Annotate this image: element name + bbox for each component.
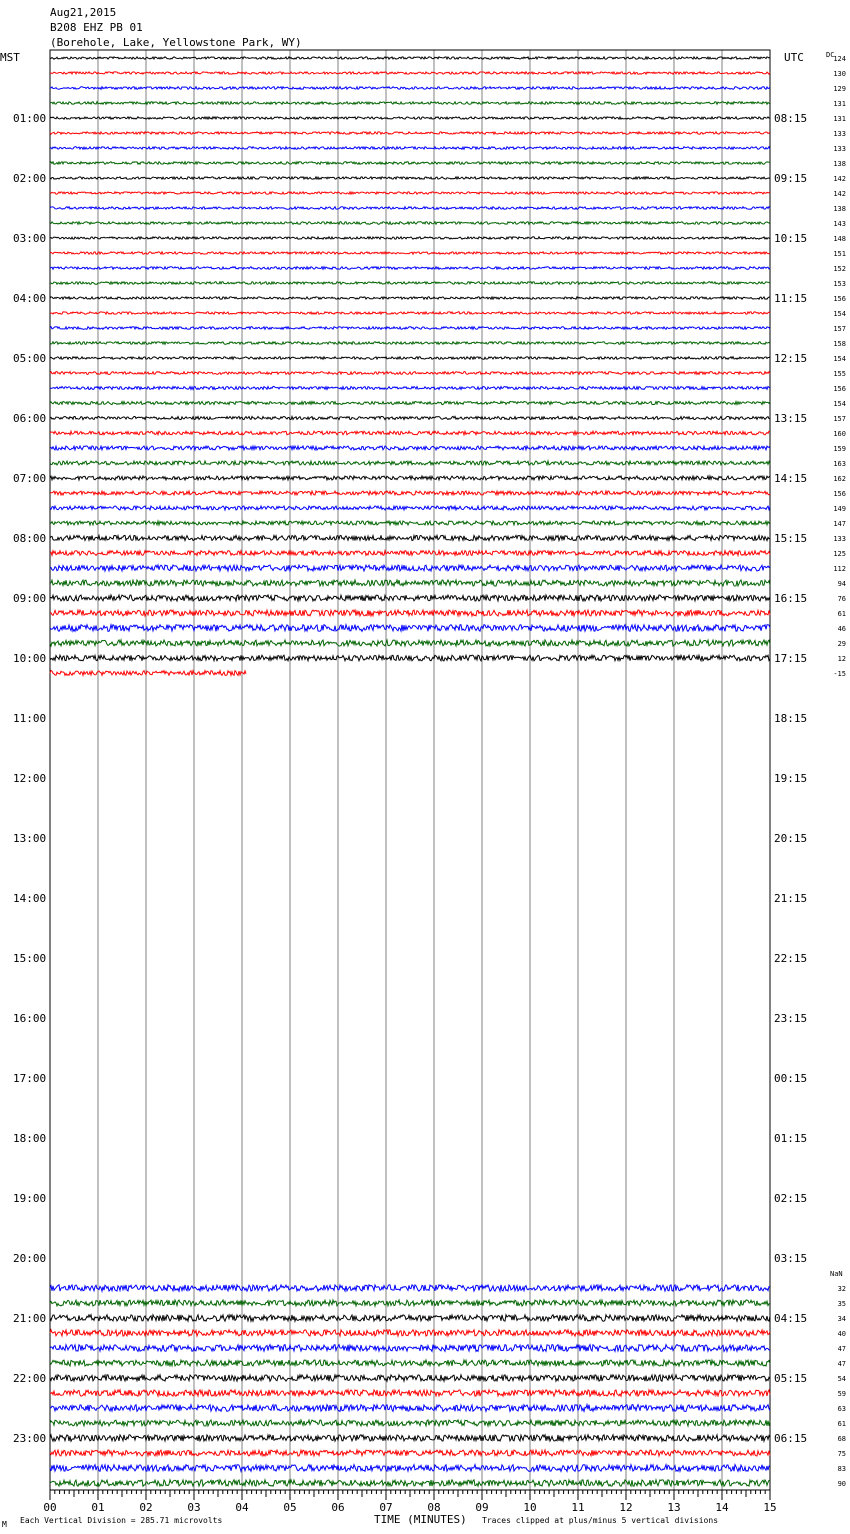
dc-offset-label: 124 <box>833 55 846 63</box>
right-hour-label: 09:15 <box>774 172 808 185</box>
x-tick-label: 10 <box>523 1501 537 1514</box>
right-hour-label: 19:15 <box>774 772 808 785</box>
trace-33 <box>50 551 770 556</box>
late-trace-0 <box>50 1285 770 1291</box>
dc-offset-label: 156 <box>833 385 846 393</box>
dc-offset-label: 61 <box>837 610 846 618</box>
left-hour-label: 20:00 <box>13 1252 47 1265</box>
left-hour-label: 23:00 <box>13 1432 47 1445</box>
x-tick-label: 03 <box>187 1501 201 1514</box>
late-trace-2 <box>50 1315 770 1321</box>
right-hour-label: 08:15 <box>774 112 808 125</box>
left-hour-label: 10:00 <box>13 652 47 665</box>
dc-offset-label: 133 <box>833 145 846 153</box>
x-tick-label: 00 <box>43 1501 57 1514</box>
dc-offset-label: 143 <box>833 220 846 228</box>
x-tick-label: 13 <box>667 1501 681 1514</box>
trace-7 <box>50 162 770 165</box>
dc-offset-label: 153 <box>833 280 846 288</box>
right-hour-label: 13:15 <box>774 412 808 425</box>
nan-offset-label: 34 <box>837 1315 846 1323</box>
trace-40 <box>50 655 770 661</box>
dc-offset-label: 125 <box>833 550 846 558</box>
left-hour-label: 01:00 <box>13 112 47 125</box>
left-hour-label: 14:00 <box>13 892 47 905</box>
dc-offset-label: 151 <box>833 250 846 258</box>
left-hour-label: 21:00 <box>13 1312 47 1325</box>
trace-1 <box>50 72 770 74</box>
trace-3 <box>50 102 770 105</box>
right-hour-label: 14:15 <box>774 472 808 485</box>
nan-offset-label: 35 <box>837 1300 846 1308</box>
trace-25 <box>50 431 770 435</box>
left-hour-label: 18:00 <box>13 1132 47 1145</box>
x-tick-label: 11 <box>571 1501 585 1514</box>
right-hour-label: 23:15 <box>774 1012 808 1025</box>
nan-offset-label: 63 <box>837 1405 846 1413</box>
late-trace-13 <box>50 1480 770 1486</box>
left-hour-label: 15:00 <box>13 952 47 965</box>
trace-group <box>50 57 770 1486</box>
nan-offset-label: 59 <box>837 1390 846 1398</box>
dc-offset-label: 149 <box>833 505 846 513</box>
right-hour-label: 15:15 <box>774 532 808 545</box>
trace-8 <box>50 177 770 179</box>
late-trace-1 <box>50 1300 770 1306</box>
dc-offset-label: 152 <box>833 265 846 273</box>
dc-offset-label: 160 <box>833 430 846 438</box>
nan-offset-label: 68 <box>837 1435 846 1443</box>
x-axis <box>43 1490 776 1514</box>
late-trace-12 <box>50 1465 770 1472</box>
right-hour-label: 00:15 <box>774 1072 808 1085</box>
x-tick-label: 01 <box>91 1501 105 1514</box>
late-trace-4 <box>50 1345 770 1352</box>
dc-offset-label: 129 <box>833 85 846 93</box>
footer-mark: M <box>2 1520 7 1529</box>
trace-27 <box>50 461 770 465</box>
left-hour-label: 08:00 <box>13 532 47 545</box>
dc-offset-label: 154 <box>833 310 846 318</box>
trace-34 <box>50 565 770 571</box>
dc-offset-label: 158 <box>833 340 846 348</box>
left-timezone-label: MST <box>0 51 20 64</box>
nan-offset-label: 75 <box>837 1450 846 1458</box>
trace-11 <box>50 222 770 225</box>
dc-offset-label: 157 <box>833 415 846 423</box>
trace-9 <box>50 192 770 194</box>
x-tick-label: 14 <box>715 1501 729 1514</box>
dc-offset-label: 148 <box>833 235 846 243</box>
trace-19 <box>50 342 770 345</box>
right-hour-label: 11:15 <box>774 292 808 305</box>
trace-38 <box>50 625 770 632</box>
trace-0 <box>50 57 770 59</box>
right-hour-label: 16:15 <box>774 592 808 605</box>
dc-offset-label: 29 <box>837 640 846 648</box>
trace-5 <box>50 132 770 134</box>
dc-offset-label: 46 <box>837 625 846 633</box>
trace-4 <box>50 117 770 119</box>
x-tick-label: 02 <box>139 1501 153 1514</box>
header-location: (Borehole, Lake, Yellowstone Park, WY) <box>50 36 302 49</box>
dc-offset-label: 157 <box>833 325 846 333</box>
dc-offset-label: 156 <box>833 295 846 303</box>
trace-18 <box>50 327 770 330</box>
trace-24 <box>50 416 770 419</box>
nan-offset-label: 40 <box>837 1330 846 1338</box>
right-hour-label: 22:15 <box>774 952 808 965</box>
nan-offset-label: 54 <box>837 1375 846 1383</box>
dc-offset-label: 130 <box>833 70 846 78</box>
right-hour-label: 01:15 <box>774 1132 808 1145</box>
left-hour-label: 19:00 <box>13 1192 47 1205</box>
dc-offset-label: 131 <box>833 100 846 108</box>
trace-23 <box>50 401 770 404</box>
dc-offset-label: 138 <box>833 205 846 213</box>
trace-26 <box>50 446 770 450</box>
late-trace-9 <box>50 1420 770 1426</box>
x-tick-label: 12 <box>619 1501 633 1514</box>
trace-13 <box>50 252 770 254</box>
trace-22 <box>50 387 770 390</box>
left-hour-label: 07:00 <box>13 472 47 485</box>
dc-offset-label: 159 <box>833 445 846 453</box>
left-hour-label: 11:00 <box>13 712 47 725</box>
nan-offset-label: 47 <box>837 1345 846 1353</box>
header-station: B208 EHZ PB 01 <box>50 21 143 34</box>
dc-offset-label: 131 <box>833 115 846 123</box>
trace-28 <box>50 476 770 480</box>
right-hour-label: 12:15 <box>774 352 808 365</box>
minute-grid <box>98 50 722 1490</box>
x-tick-label: 04 <box>235 1501 249 1514</box>
nan-offset-label: 47 <box>837 1360 846 1368</box>
left-hour-label: 12:00 <box>13 772 47 785</box>
nan-offset-label: 61 <box>837 1420 846 1428</box>
late-trace-10 <box>50 1435 770 1441</box>
x-axis-title: TIME (MINUTES) <box>374 1513 467 1526</box>
clip-note: Traces clipped at plus/minus 5 vertical divisions <box>482 1516 719 1525</box>
late-trace-11 <box>50 1450 770 1456</box>
dc-offset-label: 142 <box>833 190 846 198</box>
dc-offset-label: 162 <box>833 475 846 483</box>
left-hour-label: 03:00 <box>13 232 47 245</box>
nan-label: NaN <box>830 1270 843 1278</box>
dc-offset-label: 133 <box>833 130 846 138</box>
dc-offset-label: 154 <box>833 400 846 408</box>
left-hour-label: 16:00 <box>13 1012 47 1025</box>
left-hour-label: 02:00 <box>13 172 47 185</box>
trace-32 <box>50 535 770 540</box>
trace-39 <box>50 640 770 646</box>
late-trace-5 <box>50 1360 770 1366</box>
nan-offset-label: 90 <box>837 1480 846 1488</box>
trace-17 <box>50 312 770 314</box>
dc-offset-label: 94 <box>837 580 846 588</box>
trace-29 <box>50 491 770 495</box>
nan-offset-label: 83 <box>837 1465 846 1473</box>
right-hour-label: 04:15 <box>774 1312 808 1325</box>
dc-offset-label: 112 <box>833 565 846 573</box>
plot-frame <box>50 50 770 1490</box>
dc-offset-label: -15 <box>833 670 846 678</box>
left-hour-label: 09:00 <box>13 592 47 605</box>
x-tick-label: 15 <box>763 1501 777 1514</box>
nan-offset-label: 32 <box>837 1285 846 1293</box>
right-hour-label: 21:15 <box>774 892 808 905</box>
right-hour-label: 18:15 <box>774 712 808 725</box>
trace-2 <box>50 87 770 90</box>
trace-12 <box>50 237 770 239</box>
trace-21 <box>50 372 770 375</box>
left-hour-labels <box>13 112 46 1445</box>
trace-41 <box>50 671 246 676</box>
right-hour-label: 03:15 <box>774 1252 808 1265</box>
x-tick-label: 08 <box>427 1501 441 1514</box>
late-trace-7 <box>50 1390 770 1396</box>
trace-20 <box>50 357 770 360</box>
x-tick-label: 06 <box>331 1501 345 1514</box>
dc-label: DC <box>826 51 835 59</box>
right-timezone-label: UTC <box>784 51 804 64</box>
late-trace-6 <box>50 1375 770 1381</box>
left-hour-label: 05:00 <box>13 352 47 365</box>
left-hour-label: 06:00 <box>13 412 47 425</box>
dc-offset-label: 138 <box>833 160 846 168</box>
x-tick-label: 07 <box>379 1501 393 1514</box>
right-hour-label: 06:15 <box>774 1432 808 1445</box>
late-trace-3 <box>50 1330 770 1336</box>
dc-offset-label: 163 <box>833 460 846 468</box>
dc-offset-label: 12 <box>837 655 846 663</box>
trace-14 <box>50 267 770 270</box>
trace-6 <box>50 147 770 150</box>
header-date: Aug21,2015 <box>50 6 117 19</box>
dc-offset-label: 76 <box>837 595 846 603</box>
dc-offset-label: 155 <box>833 370 846 378</box>
right-hour-labels <box>774 112 807 1445</box>
right-hour-label: 02:15 <box>774 1192 808 1205</box>
right-hour-label: 20:15 <box>774 832 808 845</box>
left-hour-label: 13:00 <box>13 832 47 845</box>
trace-16 <box>50 297 770 299</box>
dc-offset-label: 154 <box>833 355 846 363</box>
right-hour-label: 05:15 <box>774 1372 808 1385</box>
left-hour-label: 17:00 <box>13 1072 47 1085</box>
trace-35 <box>50 580 770 586</box>
right-hour-label: 17:15 <box>774 652 808 665</box>
x-tick-label: 05 <box>283 1501 297 1514</box>
dc-offset-label: 156 <box>833 490 846 498</box>
trace-37 <box>50 610 770 616</box>
left-hour-label: 04:00 <box>13 292 47 305</box>
trace-36 <box>50 595 770 601</box>
trace-15 <box>50 282 770 285</box>
right-hour-label: 10:15 <box>774 232 808 245</box>
dc-offset-label: 133 <box>833 535 846 543</box>
x-tick-label: 09 <box>475 1501 489 1514</box>
late-trace-8 <box>50 1405 770 1412</box>
trace-31 <box>50 521 770 525</box>
dc-offset-label: 142 <box>833 175 846 183</box>
division-note: Each Vertical Division = 285.71 microvolts <box>20 1516 223 1525</box>
trace-30 <box>50 506 770 510</box>
dc-offset-label: 147 <box>833 520 846 528</box>
left-hour-label: 22:00 <box>13 1372 47 1385</box>
trace-10 <box>50 207 770 210</box>
